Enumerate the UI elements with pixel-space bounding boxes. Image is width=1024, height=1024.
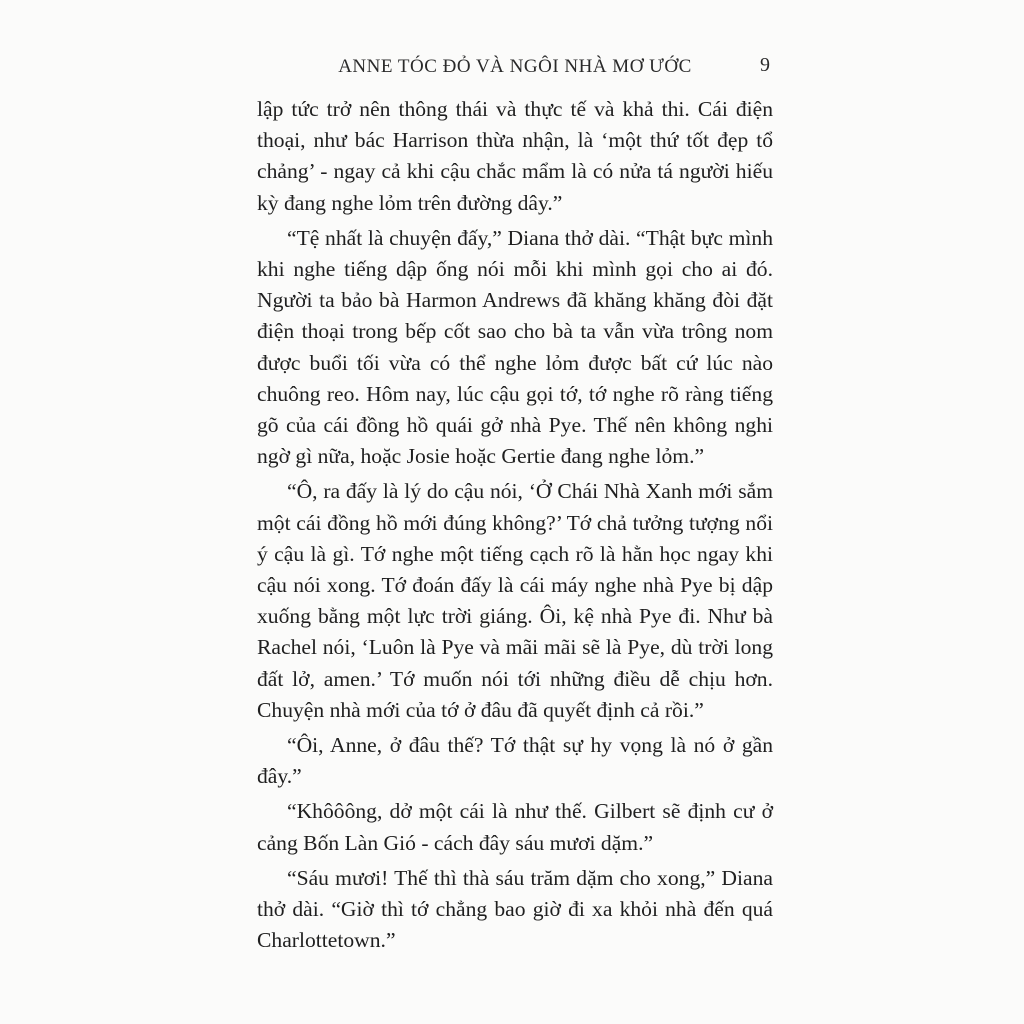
- paragraph-2: “Tệ nhất là chuyện đấy,” Diana thở dài. “Thật bực mình khi nghe tiếng dập ống nói mỗi khi mình gọi cho ai đó. Người ta bảo bà Harmon Andrews đã khăng khăng đòi đặt điện thoại trong bếp cốt sao cho bà ta vẫn vừa trông nom được buổi tối vừa có thể nghe lỏm được bất cứ lúc nào chuông reo. Hôm nay, lúc cậu gọi tớ, tớ nghe rõ ràng tiếng gõ của cái đồng hồ quái gở nhà Pye. Thế nên không nghi ngờ gì nữa, hoặc Josie hoặc Gertie đang nghe lỏm.”: [257, 225, 773, 469]
- paragraph-4: “Ôi, Anne, ở đâu thế? Tớ thật sự hy vọng là nó ở gần đây.”: [257, 733, 773, 789]
- running-head-title: ANNE TÓC ĐỎ VÀ NGÔI NHÀ MƠ ƯỚC: [338, 56, 692, 77]
- paragraph-3: “Ô, ra đấy là lý do cậu nói, ‘Ở Chái Nhà Xanh mới sắm một cái đồng hồ mới đúng không?’ Tớ chả tưởng tượng nổi ý cậu là gì. Tớ nghe một tiếng cạch rõ là hằn học ngay khi cậu nói xong. Tớ đoán đấy là cái máy nghe nhà Pye bị dập xuống bằng một lực trời giáng. Ôi, kệ nhà Pye đi. Như bà Rachel nói, ‘Luôn là Pye và mãi mãi sẽ là Pye, dù trời long đất lở, amen.’ Tớ muốn nói tới những điều dễ chịu hơn. Chuyện nhà mới của tớ ở đâu đã quyết định cả rồi.”: [257, 479, 773, 722]
- paragraph-6: “Sáu mươi! Thế thì thà sáu trăm dặm cho xong,” Diana thở dài. “Giờ thì tớ chẳng bao giờ đi xa khỏi nhà đến quá Charlottetown.”: [257, 865, 773, 953]
- paragraph-5: “Khôôông, dở một cái là như thế. Gilbert sẽ định cư ở cảng Bốn Làn Gió - cách đây sáu mươi dặm.”: [257, 799, 773, 855]
- body-text: [257, 94, 773, 956]
- page-number: 9: [760, 54, 770, 76]
- paragraph-1: lập tức trở nên thông thái và thực tế và khả thi. Cái điện thoại, như bác Harrison thừa nhận, là ‘một thứ tốt đẹp tổ chảng’ - ngay cả khi cậu chắc mẩm là có nửa tá người hiếu kỳ đang nghe lỏm trên đường dây.”: [257, 97, 773, 215]
